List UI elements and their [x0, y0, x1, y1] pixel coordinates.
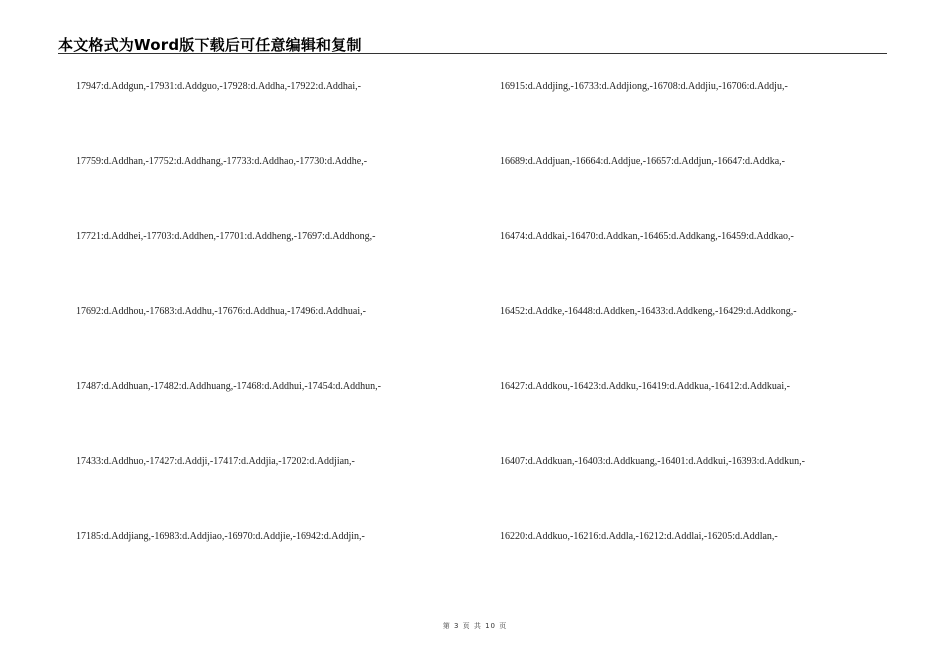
right-text-column: [500, 80, 920, 605]
text-line: 16220:d.Addkuo,-16216:d.Addla,-16212:d.Addlai,-16205:d.Addlan,-: [500, 531, 778, 542]
text-line: 17487:d.Addhuan,-17482:d.Addhuang,-17468:d.Addhui,-17454:d.Addhun,-: [76, 381, 381, 392]
text-line: 17692:d.Addhou,-17683:d.Addhu,-17676:d.Addhua,-17496:d.Addhuai,-: [76, 306, 366, 317]
text-line: 17721:d.Addhei,-17703:d.Addhen,-17701:d.Addheng,-17697:d.Addhong,-: [76, 231, 376, 242]
text-line: 17759:d.Addhan,-17752:d.Addhang,-17733:d.Addhao,-17730:d.Addhe,-: [76, 156, 368, 167]
text-line: 16915:d.Addjing,-16733:d.Addjiong,-16708:d.Addjiu,-16706:d.Addju,-: [500, 81, 788, 92]
page-number-footer: 第 3 页 共 10 页: [442, 622, 508, 630]
text-line: 16407:d.Addkuan,-16403:d.Addkuang,-16401:d.Addkui,-16393:d.Addkun,-: [500, 456, 805, 467]
header-divider: [58, 53, 887, 54]
text-line: 16474:d.Addkai,-16470:d.Addkan,-16465:d.Addkang,-16459:d.Addkao,-: [500, 231, 794, 242]
left-text-column: [76, 80, 496, 605]
text-line: 17185:d.Addjiang,-16983:d.Addjiao,-16970:d.Addjie,-16942:d.Addjin,-: [76, 531, 365, 542]
page-header-title: 本文格式为Word版下载后可任意编辑和复制: [58, 36, 362, 54]
text-line: 17947:d.Addgun,-17931:d.Addguo,-17928:d.Addha,-17922:d.Addhai,-: [76, 81, 361, 92]
text-line: 16452:d.Addke,-16448:d.Addken,-16433:d.Addkeng,-16429:d.Addkong,-: [500, 306, 797, 317]
text-line: 16427:d.Addkou,-16423:d.Addku,-16419:d.Addkua,-16412:d.Addkuai,-: [500, 381, 790, 392]
text-line: 17433:d.Addhuo,-17427:d.Addji,-17417:d.Addjia,-17202:d.Addjian,-: [76, 456, 355, 467]
text-line: 16689:d.Addjuan,-16664:d.Addjue,-16657:d.Addjun,-16647:d.Addka,-: [500, 156, 785, 167]
